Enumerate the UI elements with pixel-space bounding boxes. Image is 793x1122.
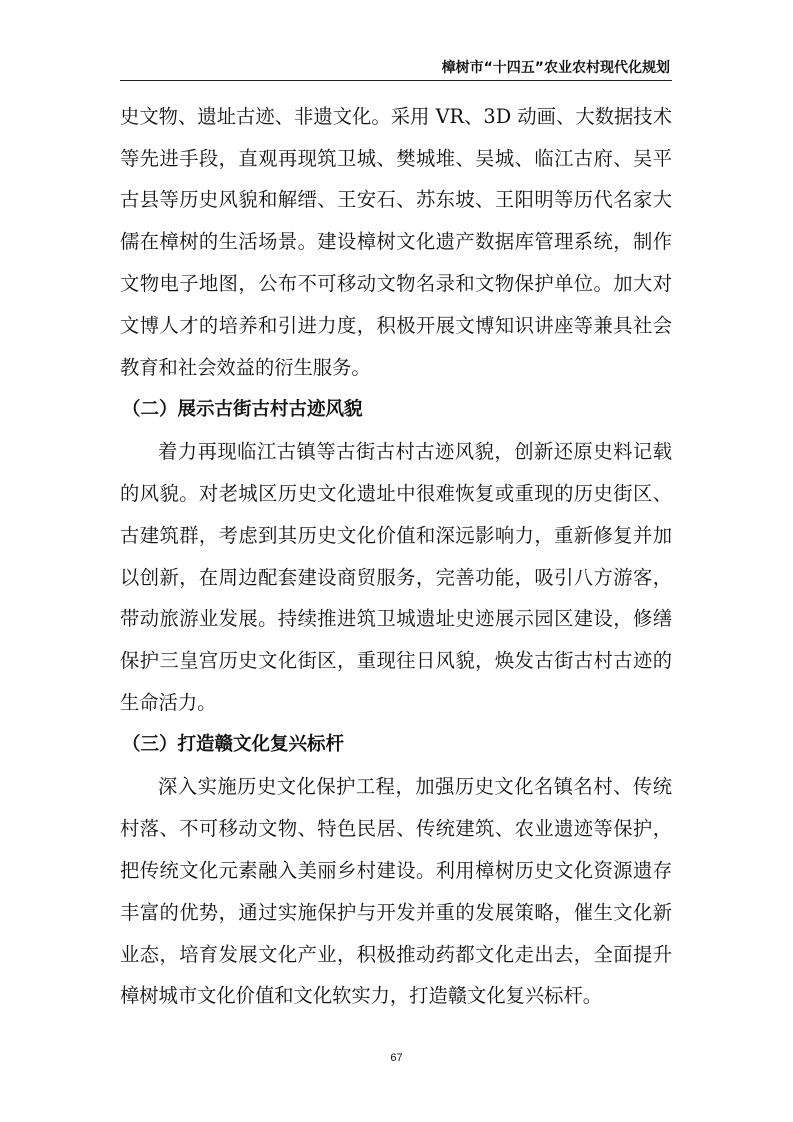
header-divider bbox=[120, 80, 672, 81]
paragraph-line: 教育和社会效益的衍生服务。 bbox=[120, 356, 371, 379]
paragraph-line: 樟树城市文化价值和文化软实力，打造赣文化复兴标杆。 bbox=[120, 984, 603, 1007]
paragraph-line: 村落、不可移动文物、特色民居、传统建筑、农业遗迹等保护， bbox=[120, 817, 672, 840]
paragraph-line: 的风貌。对老城区历史文化遗址中很难恢复或重现的历史街区、 bbox=[120, 482, 672, 505]
paragraph-line: 着力再现临江古镇等古街古村古迹风貌，创新还原史料记载 bbox=[158, 440, 672, 463]
paragraph-line: 以创新，在周边配套建设商贸服务，完善功能，吸引八方游客， bbox=[120, 566, 672, 589]
running-header-title: 樟树市“十四五”农业农村现代化规划 bbox=[441, 60, 670, 76]
section-heading-3: （三）打造赣文化复兴标杆 bbox=[122, 734, 345, 755]
paragraph-line: 带动旅游业发展。持续推进筑卫城遗址史迹展示园区建设，修缮 bbox=[120, 607, 672, 630]
page-number: 67 bbox=[390, 1052, 403, 1064]
paragraph-line: 丰富的优势，通过实施保护与开发并重的发展策略，催生文化新 bbox=[120, 901, 672, 924]
paragraph-line: 文博人才的培养和引进力度，积极开展文博知识讲座等兼具社会 bbox=[120, 314, 672, 337]
paragraph-line: 保护三皇宫历史文化街区，重现往日风貌，焕发古街古村古迹的 bbox=[120, 649, 672, 672]
paragraph-line: 古县等历史风貌和解缙、王安石、苏东坡、王阳明等历代名家大 bbox=[120, 188, 672, 211]
paragraph-line: 儒在樟树的生活场景。建设樟树文化遗产数据库管理系统，制作 bbox=[120, 230, 672, 253]
section-heading-2: （二）展示古街古村古迹风貌 bbox=[122, 399, 363, 420]
paragraph-line: 把传统文化元素融入美丽乡村建设。利用樟树历史文化资源遗存 bbox=[120, 859, 672, 882]
paragraph-line: 古建筑群，考虑到其历史文化价值和深远影响力，重新修复并加 bbox=[120, 524, 672, 547]
paragraph-line: 史文物、遗址古迹、非遗文化。采用 VR、3D 动画、大数据技术 bbox=[120, 105, 672, 128]
paragraph-line: 等先进手段，直观再现筑卫城、樊城堆、吴城、临江古府、吴平 bbox=[120, 147, 672, 170]
paragraph-line: 业态，培育发展文化产业，积极推动药都文化走出去，全面提升 bbox=[120, 943, 672, 966]
paragraph-line: 深入实施历史文化保护工程，加强历史文化名镇名村、传统 bbox=[158, 775, 672, 798]
paragraph-line: 生命活力。 bbox=[120, 691, 217, 714]
paragraph-line: 文物电子地图，公布不可移动文物名录和文物保护单位。加大对 bbox=[120, 272, 672, 295]
